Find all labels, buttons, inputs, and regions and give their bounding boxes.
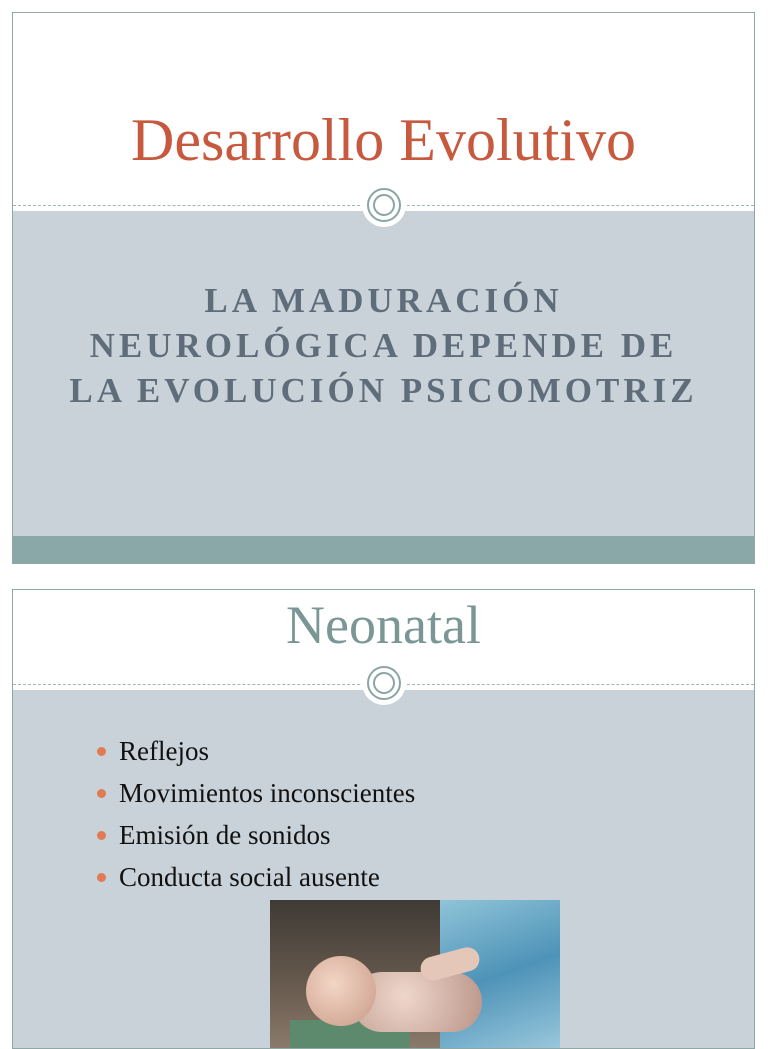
bullet-text: Reflejos <box>119 736 209 766</box>
divider-circle-icon <box>367 666 401 700</box>
bullet-item <box>97 730 415 772</box>
divider-circle-icon <box>367 188 401 222</box>
slide-2 <box>12 589 755 1049</box>
slide-1-title: Desarrollo Evolutivo <box>131 107 636 173</box>
bullet-item <box>97 814 415 856</box>
bullet-text: Movimientos inconscientes <box>119 778 416 808</box>
bullet-item <box>97 856 415 898</box>
newborn-photo <box>270 900 560 1049</box>
bullet-text: Conducta social ausente <box>119 862 380 892</box>
slide-2-title: Neonatal <box>286 595 481 655</box>
bullet-text: Emisión de sonidos <box>119 820 331 850</box>
bullet-item <box>97 772 415 814</box>
subtitle-line-1: LA MADURACIÓN <box>204 281 563 320</box>
slide-1 <box>12 12 755 564</box>
slide-1-subtitle <box>13 278 754 413</box>
photo-baby-head <box>306 956 376 1026</box>
bullet-list <box>97 730 415 898</box>
subtitle-line-2: NEUROLÓGICA DEPENDE DE <box>89 326 678 365</box>
slide-1-footer-bar <box>13 536 754 564</box>
subtitle-line-3: LA EVOLUCIÓN PSICOMOTRIZ <box>69 371 698 410</box>
